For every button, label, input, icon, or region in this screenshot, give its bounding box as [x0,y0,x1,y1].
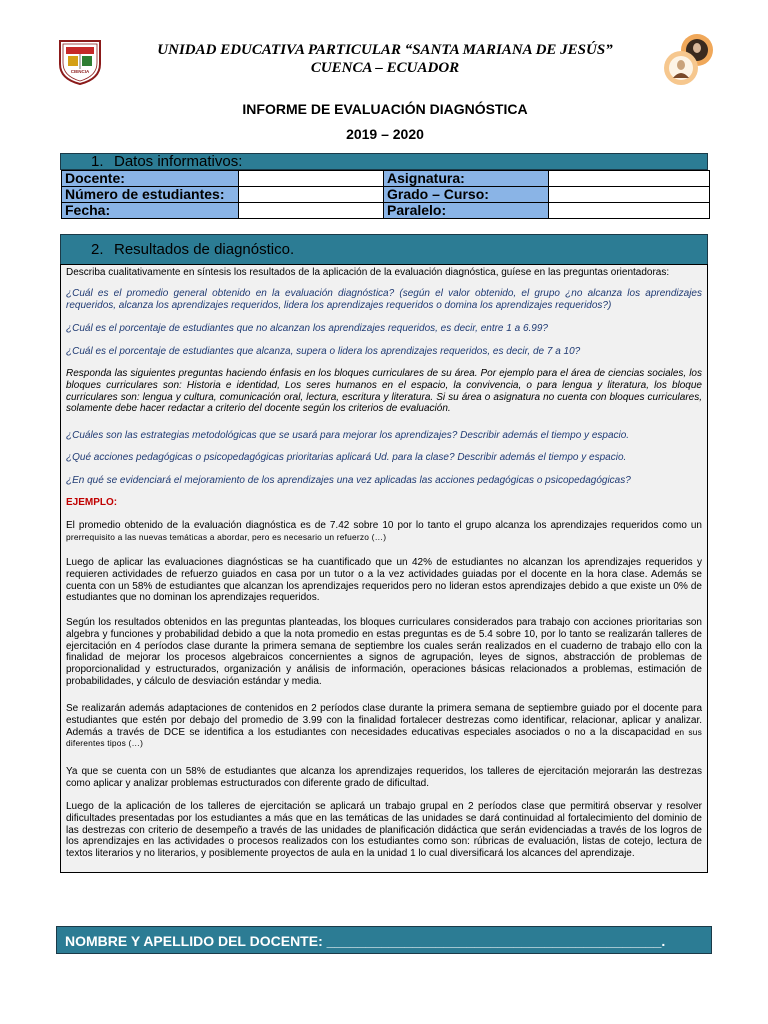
section-2-header [60,234,708,265]
example-paragraph-2: Luego de aplicar las evaluaciones diagnósticas se ha cuantificado que un 42% de estudiantes no alcanzan los aprendizajes requeridos y requieren actividades de refuerzo guiados en casa por un tutor o a la vez actividades guiadas por el docente en la hora clase. Además se cuenta con un 58% de estudiantes que alcanzan los aprendizajes requeridos pero no lideran estos aprendizajes debido a que existe un 0% de estudiantes que no dominan los aprendizajes requeridos. [66,557,702,604]
example-label: EJEMPLO: [66,497,118,508]
asignatura-field[interactable] [549,171,710,187]
example-paragraph-1 [66,520,702,544]
table-row [62,171,710,187]
teacher-name-bar [56,926,712,954]
grado-curso-label: Grado – Curso: [384,187,549,203]
section-1-number: 1. [91,153,104,170]
paralelo-label: Paralelo: [384,203,549,219]
numero-estudiantes-label: Número de estudiantes: [62,187,239,203]
intro-text: Describa cualitativamente en síntesis los resultados de la aplicación de la evaluación diagnóstica, guíese en las preguntas orientadoras: [66,267,670,278]
school-name: UNIDAD EDUCATIVA PARTICULAR “SANTA MARIANA DE JESÚS” [157,42,613,58]
fecha-label: Fecha: [62,203,239,219]
guide-question-1: ¿Cuál es el promedio general obtenido en la evaluación diagnóstica? (según el valor obtenido, el grupo ¿no alcanza los aprendizajes requeridos, alcanza los aprendizajes requeridos, lidera los aprendizajes requeridos o domina los aprendizajes requeridos?) [66,288,702,311]
example-paragraph-3: Según los resultados obtenidos en las preguntas planteadas, los bloques curriculares considerados para trabajo con acciones prioritarias son algebra y funciones y probabilidad debido a que la nota promedio en estas preguntas es de 5.4 sobre 10, por lo tanto se realizarán talleres de ejercitación en 4 períodos clase durante la primera semana de septiembre los cuales serán realizados en el cuaderno de trabajo ello con la finalidad de mejorar los procesos algebraicos concernientes a signos de agrupación, leyes de signos, abstracción de problemas de proporcionalidad y estructurados, organización y análisis de información, operaciones básicas relacionados a problemas, estimación de probabilidades, y cálculo de desviación estándar y media. [66,617,702,687]
crest-text: CIENCIA [70,69,90,74]
example-paragraph-4-text: Se realizarán además adaptaciones de contenidos en 2 períodos clase durante la primera semana de septiembre guiado por el docente para estudiantes que estén por debajo del promedio de 3.99 con la finalidad fortalecer destrezas como identificar, relacionar, aplicar y analizar. Además a través de DCE se identifica a los estudiantes con necesidades educativas especiales asociados o no a la discapacidad [66,703,702,738]
table-row [62,187,710,203]
guide-question-6: ¿En qué se evidenciará el mejoramiento de los aprendizajes una vez aplicadas las acciones pedagógicas o psicopedagógicas? [66,475,631,486]
report-year: 2019 – 2020 [346,126,424,142]
table-row [62,203,710,219]
grado-curso-field[interactable] [549,187,710,203]
example-paragraph-4-continuation: en sus diferentes tipos (…) [66,726,702,749]
example-paragraph-1-text: El promedio obtenido de la evaluación diagnóstica es de 7.42 sobre 10 por lo tanto el grupo alcanza los aprendizajes requeridos como un [66,520,702,531]
example-paragraph-6: Luego de la aplicación de los talleres de ejercitación se aplicará un trabajo grupal en 2 períodos clase que permitirá observar y resolver dificultades presentadas por los estudiantes a más que en las temáticas de las unidades se dará continuidad al fortalecimiento del dominio de las destrezas con criterio de desempeño a través de las unidades de planificación didáctica que serán evidenciadas a través de los logros de los aprendizajes en las actividades o procesos realizados con los estudiantes como son: rúbricas de evaluación, listas de cotejo, lectura de textos literarios y no literarios, y posiblemente proyectos de aula en la unidad 1 lo cual diversificará los alcances del aprendizaje. [66,801,702,860]
example-paragraph-5: Ya que se cuenta con un 58% de estudiantes que alcanza los aprendizajes requeridos, los talleres de ejercitación mejorarán las destrezas como aplicar y analizar problemas estructurados con diferente grado de dificultad. [66,766,702,789]
guide-question-5: ¿Qué acciones pedagógicas o psicopedagógicas prioritarias aplicará Ud. para la clase? Describir además el tiempo y espacio. [66,452,627,463]
section-1-header [60,153,708,170]
info-table [61,170,710,219]
guide-question-2: ¿Cuál es el porcentaje de estudiantes que no alcanzan los aprendizajes requeridos, es decir, entre 1 a 6.99? [66,323,548,334]
report-title: INFORME DE EVALUACIÓN DIAGNÓSTICA [242,101,528,117]
section-2-number: 2. [91,241,104,258]
example-paragraph-1-continuation: prerrequisito a las nuevas temáticas a abordar, pero es necesario un refuerzo (…) [66,531,387,542]
fecha-field[interactable] [239,203,384,219]
guide-question-3: ¿Cuál es el porcentaje de estudiantes que alcanza, supera o lidera los aprendizajes requeridos, es decir, de 7 a 10? [66,346,581,357]
example-paragraph-4 [66,703,702,750]
guide-question-4: ¿Cuáles son las estrategias metodológicas que se usará para mejorar los aprendizajes? Describir además el tiempo y espacio. [66,430,630,441]
paralelo-field[interactable] [549,203,710,219]
docente-label: Docente: [62,171,239,187]
asignatura-label: Asignatura: [384,171,549,187]
section-2-title: Resultados de diagnóstico. [114,241,295,258]
numero-estudiantes-field[interactable] [239,187,384,203]
instruction-text: Responda las siguientes preguntas haciendo énfasis en los bloques curriculares de su área. Por ejemplo para el área de ciencias sociales, los bloques curriculares son: Historia e identidad, Los seres humanos en el espacio, la convivencia, o para lengua y literatura, los bloque curriculares son: lengua y cultura, comunicación oral, lectura, escritura y literatura. Si su área o asignatura no cuenta con bloques curriculares, solamente debe hacer redactar a criterio del docente según los criterios de evaluación. [66,368,702,415]
docente-field[interactable] [239,171,384,187]
school-crest-logo [56,38,104,86]
teacher-name-label[interactable]: NOMBRE Y APELLIDO DEL DOCENTE: ___________________________________________. [65,933,666,949]
founder-portraits-image [662,32,718,88]
school-city: CUENCA – ECUADOR [310,60,460,76]
section-1-title: Datos informativos: [114,153,243,170]
